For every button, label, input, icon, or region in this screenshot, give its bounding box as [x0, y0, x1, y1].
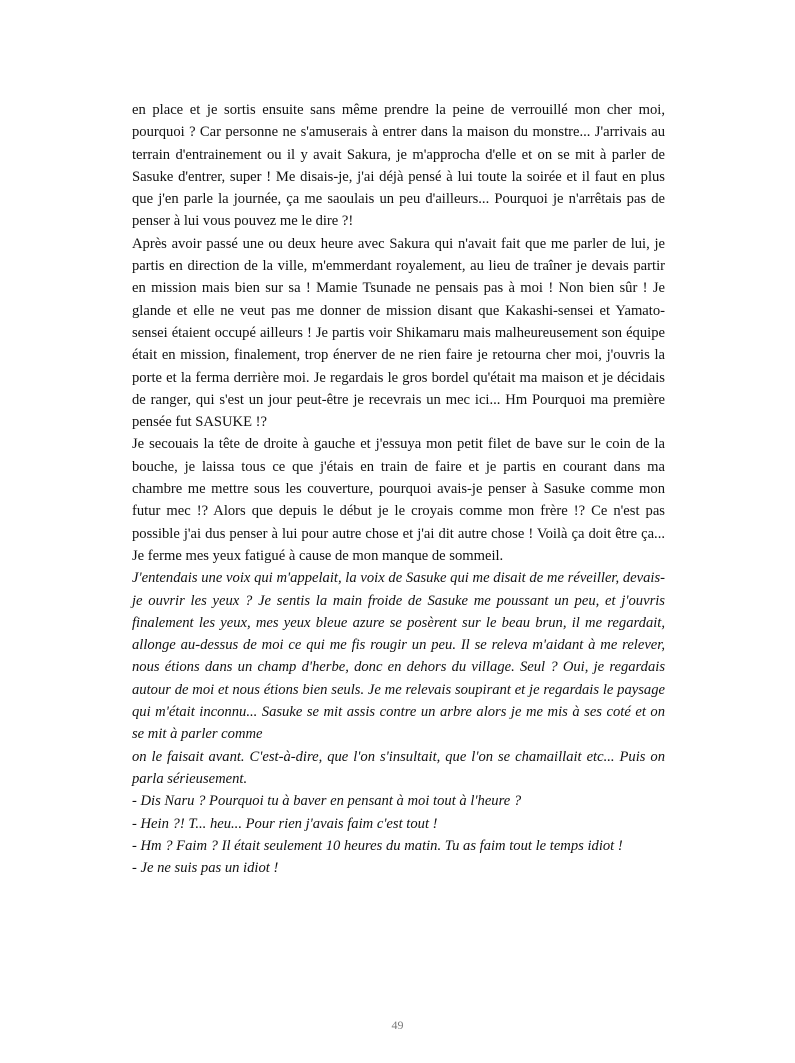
paragraph-3: Je secouais la tête de droite à gauche et j'essuya mon petit filet de bave sur le coin de la bouche, je laissa tous ce que j'étais en train de faire et je partis en courant dans ma chambre me mettre sous les couverture, pourquoi avais-je penser à Sasuke comme mon futur mec !? Alors que depuis le début je le croyais comme mon frère !? Ce n'est pas possible j'ai dus penser à lui pour autre chose et j'ai dit autre chose ! Voilà ça doit être ça... Je ferme mes yeux fatigué à cause de mon manque de sommeil.: [132, 436, 665, 564]
document-body: [132, 99, 665, 879]
dialogue-line-4: - Je ne suis pas un idiot !: [132, 860, 279, 877]
paragraph-dream-continued: on le faisait avant. C'est-à-dire, que l'on s'insultait, que l'on se chamaillait etc... Puis on parla sérieusement.: [132, 748, 665, 787]
paragraph-dream: J'entendais une voix qui m'appelait, la voix de Sasuke qui me disait de me réveiller, devais-je ouvrir les yeux ? Je sentis la main froide de Sasuke me poussant un peu, et j'ouvris finalement les yeux, mes yeux bleue azure se posèrent sur le beau brun, il me regardait, allonge au-dessus de moi ce qui me fis rougir un peu. Il se releva m'aidant à me relever, nous étions dans un champ d'herbe, donc en dehors du village. Seul ? Oui, je regardais autour de moi et nous étions bien seuls. Je me relevais soupirant et je regardais le paysage qui m'était inconnu... Sasuke se mit assis contre un arbre alors je me mis à ses coté et on se mit à parler comme: [132, 570, 665, 743]
paragraph-2: Après avoir passé une ou deux heure avec Sakura qui n'avait fait que me parler de lui, je partis en direction de la ville, m'emmerdant royalement, au lieu de traîner je devais partir en mission mais bien sur sa ! Mamie Tsunade ne pensais pas à moi ! Non bien sûr ! Je glande et elle ne veut pas me donner de mission disant que Kakashi-sensei et Yamato-sensei étaient occupé ailleurs ! Je partis voir Shikamaru mais malheureusement son équipe était en mission, finalement, trop énerver de ne rien faire je retourna cher moi, j'ouvris la porte et la ferma derrière moi. Je regardais le gros bordel qu'était ma maison et je décidais de ranger, qui s'est un jour peut-être je recevrais un mec ici... Hm Pourquoi ma première pensée fut SASUKE !?: [132, 235, 665, 431]
page-number: 49: [391, 1018, 404, 1032]
paragraph-1: en place et je sortis ensuite sans même prendre la peine de verrouillé mon cher moi, pourquoi ? Car personne ne s'amuserais à entrer dans la maison du monstre... J'arrivais au terrain d'entrainement ou il y avait Sakura, je m'approcha d'elle et on se mit à parler de Sasuke d'entrer, super ! Me disais-je, j'ai déjà pensé à lui toute la soirée et il faut en plus que j'en parle la journée, ça me saoulais un peu d'ailleurs... Pourquoi je n'arrêtais pas de penser à lui vous pouvez me le dire ?!: [132, 102, 665, 230]
dialogue-line-3: - Hm ? Faim ? Il était seulement 10 heures du matin. Tu as faim tout le temps idiot !: [132, 837, 623, 854]
dialogue-line-1: - Dis Naru ? Pourquoi tu à baver en pensant à moi tout à l'heure ?: [132, 793, 522, 810]
dialogue-line-2: - Hein ?! T... heu... Pour rien j'avais faim c'est tout !: [132, 815, 438, 832]
